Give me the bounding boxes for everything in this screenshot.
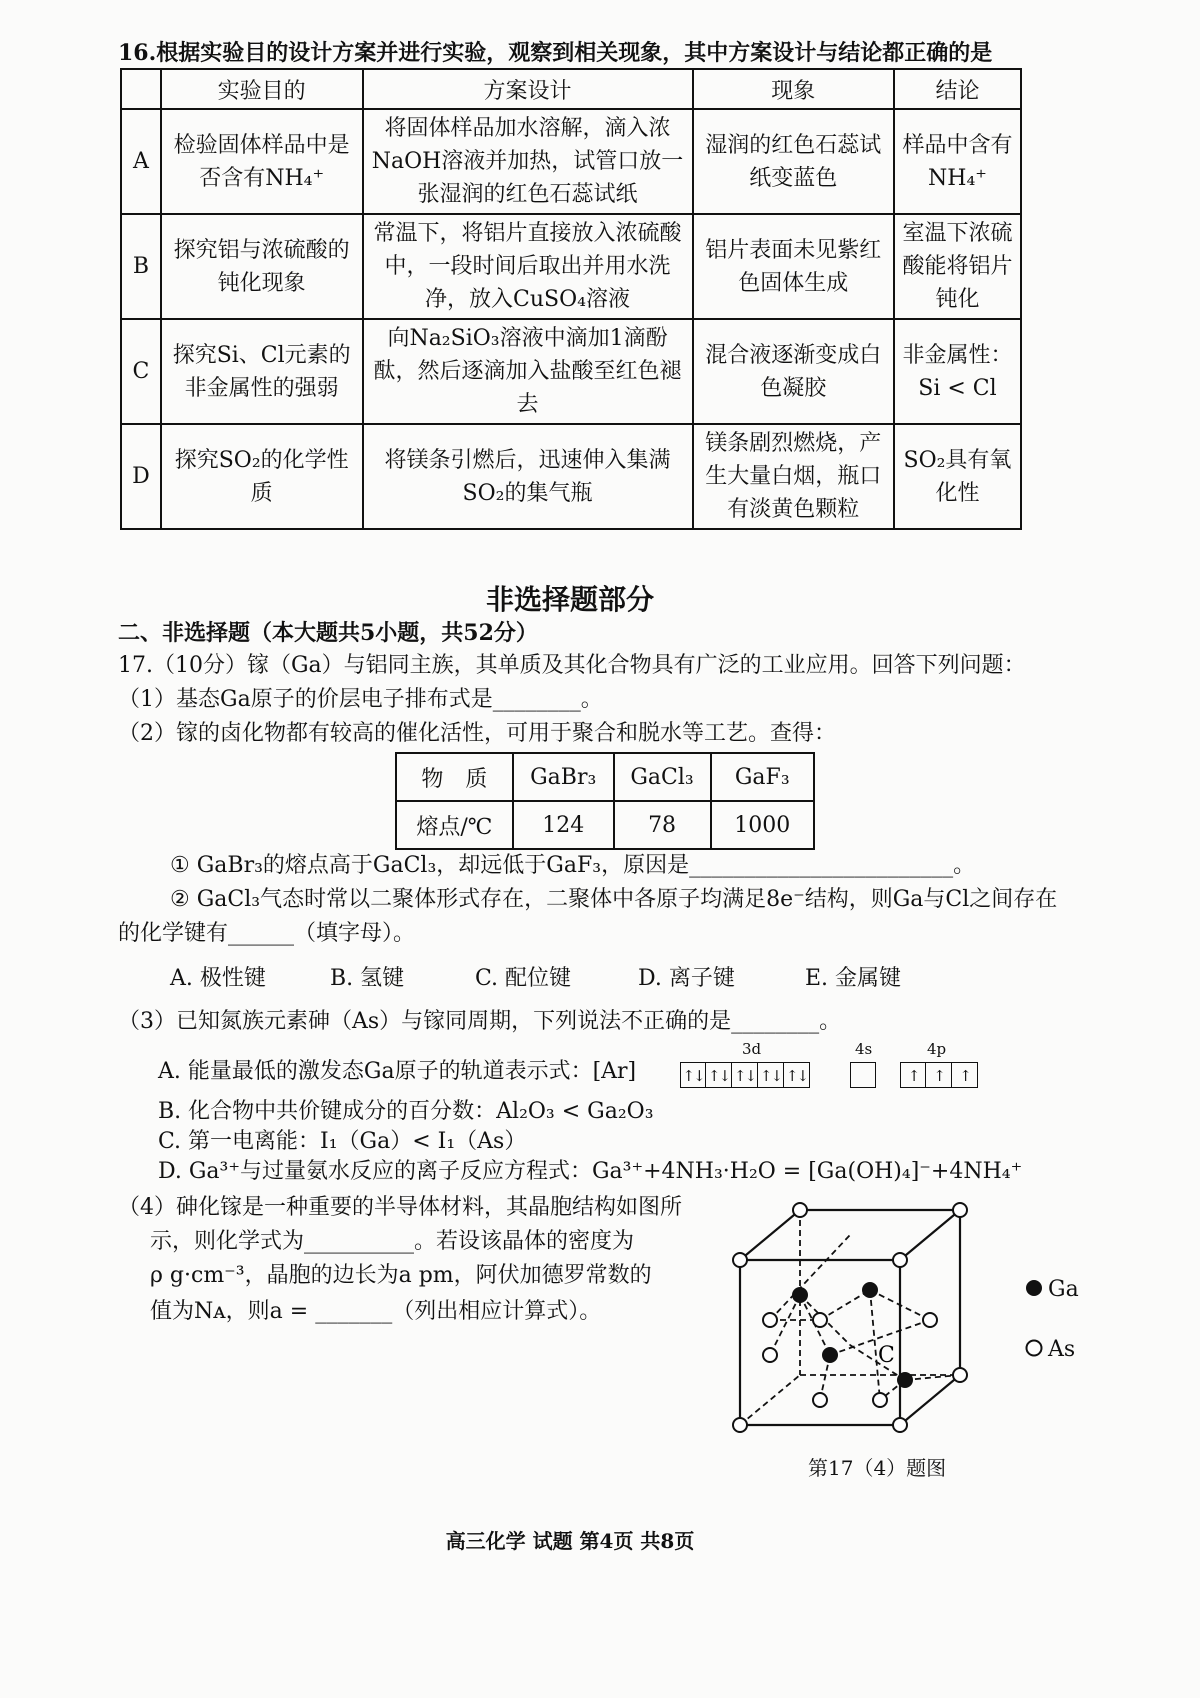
q17-part2-2-cont: 的化学键有______（填字母）。 — [118, 921, 416, 946]
ga-atom — [862, 1282, 878, 1298]
table-header: 物 质 — [396, 753, 513, 801]
as-atom — [953, 1368, 967, 1382]
as-atom — [893, 1253, 907, 1267]
cell-design: 将镁条引燃后，迅速伸入集满SO₂的集气瓶 — [363, 424, 693, 529]
experiment-table — [120, 68, 1022, 530]
table-row — [396, 753, 814, 801]
cell-conclusion: 室温下浓硫酸能将铝片钝化 — [894, 214, 1021, 319]
option-c: C. 配位键 — [475, 966, 572, 991]
orbital-label-4s: 4s — [855, 1040, 873, 1058]
as-atom — [733, 1418, 747, 1432]
cell-conclusion: SO₂具有氧化性 — [894, 424, 1021, 529]
as-atom — [763, 1313, 777, 1327]
table-row — [121, 319, 1021, 424]
table-cell: 熔点/℃ — [396, 801, 513, 849]
as-atom — [953, 1203, 967, 1217]
q17-part3-b: B. 化合物中共价键成分的百分数：Al₂O₃ < Ga₂O₃ — [158, 1099, 654, 1124]
orbital-box: ↑↓ — [758, 1062, 784, 1088]
table-header: 方案设计 — [363, 69, 693, 109]
cell-conclusion: 非金属性：Si < Cl — [894, 319, 1021, 424]
cell-phenomenon: 铝片表面未见紫红色固体生成 — [693, 214, 894, 319]
orbital-box: ↑↓ — [706, 1062, 732, 1088]
row-label: A — [121, 109, 161, 214]
table-header: 实验目的 — [161, 69, 363, 109]
as-atom — [733, 1253, 747, 1267]
ga-legend-marker — [1024, 1278, 1044, 1298]
option-b: B. 氢键 — [330, 966, 405, 991]
q17-part2-1: ① GaBr₃的熔点高于GaCl₃，却远低于GaF₃，原因是________________________。 — [170, 853, 976, 878]
q17-part4-line3: ρ g·cm⁻³，晶胞的边长为a pm，阿伏加德罗常数的 — [150, 1263, 652, 1288]
q17-part4-line2: 示，则化学式为__________。若设该晶体的密度为 — [150, 1229, 635, 1254]
cell-phenomenon: 混合液逐渐变成白色凝胶 — [693, 319, 894, 424]
as-atom — [813, 1393, 827, 1407]
ga-atom — [897, 1372, 913, 1388]
cell-design: 将固体样品加水溶解，滴入浓NaOH溶液并加热，试管口放一张湿润的红色石蕊试纸 — [363, 109, 693, 214]
cell-phenomenon: 湿润的红色石蕊试纸变蓝色 — [693, 109, 894, 214]
orbital-box: ↑↓ — [732, 1062, 758, 1088]
table-header: GaBr₃ — [513, 753, 614, 801]
q17-part3-a: A. 能量最低的激发态Ga原子的轨道表示式：[Ar] — [158, 1059, 637, 1084]
table-cell: 124 — [513, 801, 614, 849]
orbital-box — [850, 1062, 876, 1088]
q17-part3-d: D. Ga³⁺与过量氨水反应的离子反应方程式：Ga³⁺+4NH₃·H₂O = [Ga(OH)₄]⁻+4NH₄⁺ — [158, 1159, 1023, 1184]
option-a: A. 极性键 — [170, 966, 266, 991]
cell-purpose: 检验固体样品中是否含有NH₄⁺ — [161, 109, 363, 214]
table-row — [121, 424, 1021, 529]
table-header — [121, 69, 161, 109]
table-row — [121, 109, 1021, 214]
page-footer: 高三化学 试题 第4页 共8页 — [445, 1529, 695, 1553]
as-atom — [893, 1418, 907, 1432]
as-atom — [793, 1203, 807, 1217]
table-header: 现象 — [693, 69, 894, 109]
as-legend-label: As — [1048, 1337, 1076, 1362]
as-atom — [763, 1348, 777, 1362]
table-row — [121, 214, 1021, 319]
orbital-4s-box — [850, 1062, 876, 1088]
orbital-label-4p: 4p — [927, 1040, 947, 1058]
ga-legend-label: Ga — [1048, 1277, 1079, 1302]
row-label: C — [121, 319, 161, 424]
q16-stem: 16.根据实验目的设计方案并进行实验，观察到相关现象，其中方案设计与结论都正确的是 — [118, 40, 993, 66]
table-header: GaF₃ — [711, 753, 814, 801]
cell-phenomenon: 镁条剧烈燃烧，产生大量白烟，瓶口有淡黄色颗粒 — [693, 424, 894, 529]
q17-part2: （2）镓的卤化物都有较高的催化活性，可用于聚合和脱水等工艺。查得： — [118, 721, 836, 746]
table-cell: 78 — [614, 801, 711, 849]
melting-point-table — [395, 752, 815, 850]
as-legend-marker — [1024, 1338, 1044, 1358]
q17-part1: （1）基态Ga原子的价层电子排布式是________。 — [118, 687, 603, 712]
cell-purpose: 探究Si、Cl元素的非金属性的强弱 — [161, 319, 363, 424]
table-header: 结论 — [894, 69, 1021, 109]
atom-label-c: C — [878, 1343, 895, 1368]
crystal-cell-diagram — [730, 1200, 1010, 1450]
as-atom — [923, 1313, 937, 1327]
ga-atom — [822, 1347, 838, 1363]
q17-part4-line4: 值为Nᴀ，则a = _______（列出相应计算式）。 — [150, 1299, 602, 1324]
orbital-4p-boxes — [900, 1062, 978, 1088]
q17-part3: （3）已知氮族元素砷（As）与镓同周期，下列说法不正确的是________。 — [118, 1009, 842, 1034]
orbital-3d-boxes — [680, 1062, 810, 1088]
row-label: D — [121, 424, 161, 529]
cell-purpose: 探究铝与浓硫酸的钝化现象 — [161, 214, 363, 319]
cell-conclusion: 样品中含有NH₄⁺ — [894, 109, 1021, 214]
orbital-box: ↑↓ — [784, 1062, 810, 1088]
cell-design: 向Na₂SiO₃溶液中滴加1滴酚酞，然后逐滴加入盐酸至红色褪去 — [363, 319, 693, 424]
table-row — [396, 801, 814, 849]
table-cell: 1000 — [711, 801, 814, 849]
section-title: 非选择题部分 — [485, 583, 654, 616]
orbital-box: ↑↓ — [680, 1062, 706, 1088]
q17-part3-c: C. 第一电离能：I₁（Ga）< I₁（As） — [158, 1129, 527, 1154]
cell-design: 常温下，将铝片直接放入浓硫酸中，一段时间后取出并用水洗净，放入CuSO₄溶液 — [363, 214, 693, 319]
option-d: D. 离子键 — [638, 966, 735, 991]
table-header: GaCl₃ — [614, 753, 711, 801]
as-atom — [873, 1393, 887, 1407]
cell-purpose: 探究SO₂的化学性质 — [161, 424, 363, 529]
orbital-box: ↑ — [900, 1062, 926, 1088]
option-e: E. 金属键 — [805, 966, 902, 991]
orbital-box: ↑ — [952, 1062, 978, 1088]
q17-part4-line1: （4）砷化镓是一种重要的半导体材料，其晶胞结构如图所 — [118, 1195, 682, 1220]
figure-caption: 第17（4）题图 — [808, 1456, 947, 1480]
as-atom — [813, 1313, 827, 1327]
table-header-row — [121, 69, 1021, 109]
q17-stem: 17.（10分）镓（Ga）与铝同主族，其单质及其化合物具有广泛的工业应用。回答下列问题： — [118, 653, 1026, 678]
orbital-box: ↑ — [926, 1062, 952, 1088]
ga-atom — [792, 1287, 808, 1303]
q17-part2-2: ② GaCl₃气态时常以二聚体形式存在，二聚体中各原子均满足8e⁻结构，则Ga与Cl之间存在 — [170, 887, 1058, 912]
row-label: B — [121, 214, 161, 319]
section-subtitle: 二、非选择题（本大题共5小题，共52分） — [118, 620, 538, 646]
orbital-label-3d: 3d — [742, 1040, 762, 1058]
